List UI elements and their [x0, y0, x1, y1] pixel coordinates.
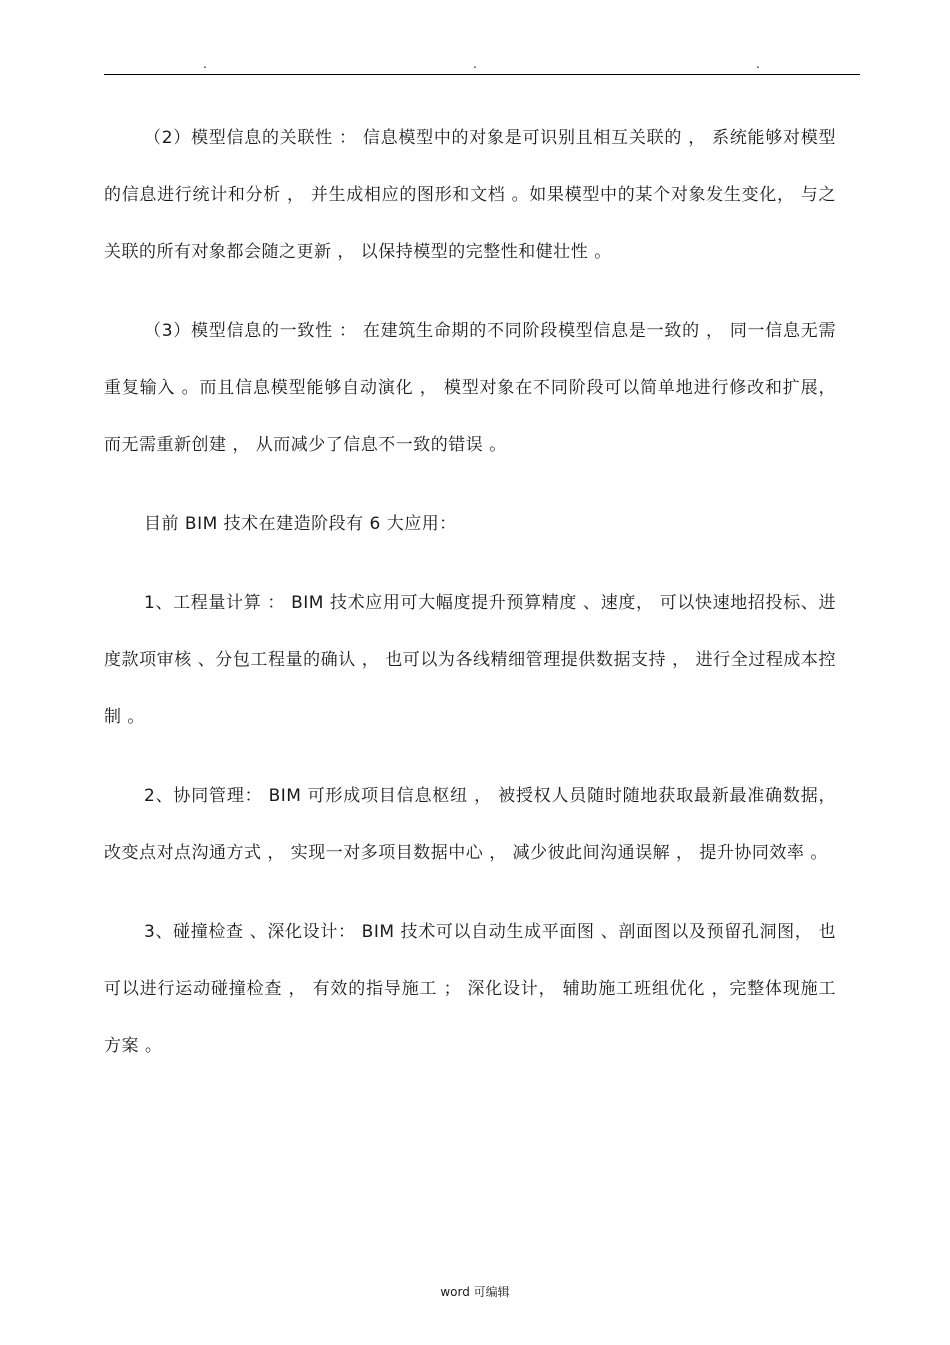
header-dot-left: . — [203, 57, 207, 71]
header-dot-right: . — [756, 57, 760, 71]
paragraph-model-relevance: （2）模型信息的关联性 ： 信息模型中的对象是可识别且相互关联的 ， 系统能够对模型的信息进行统计和分析 ， 并生成相应的图形和文档 。如果模型中的某个对象发生变化， 与之关联的所有对象都会随之更新 ， 以保持模型的完整性和健壮性 。 — [104, 128, 836, 262]
paragraph-collaborative-management: 2、协同管理： BIM 可形成项目信息枢纽 ， 被授权人员随时随地获取最新最准确数据， 改变点对点沟通方式 ， 实现一对多项目数据中心 ， 减少彼此间沟通误解 ， 提升协同效率 。 — [104, 786, 836, 863]
paragraph-clash-detection: 3、碰撞检查 、深化设计： BIM 技术可以自动生成平面图 、剖面图以及预留孔洞图， 也可以进行运动碰撞检查 ， 有效的指导施工 ； 深化设计， 辅助施工班组优化 ，完整体现施工方案 。 — [104, 922, 836, 1056]
document-body — [104, 110, 836, 1097]
paragraph-bim-applications-intro: 目前 BIM 技术在建造阶段有 6 大应用： — [144, 514, 457, 534]
header-divider — [104, 74, 860, 75]
paragraph-quantity-calculation: 1、工程量计算 ： BIM 技术应用可大幅度提升预算精度 、速度， 可以快速地招投标、进度款项审核 、分包工程量的确认 ， 也可以为各线精细管理提供数据支持 ， 进行全过程成本控制 。 — [104, 593, 836, 727]
page-header — [0, 58, 950, 72]
paragraph-model-consistency: （3）模型信息的一致性 ： 在建筑生命期的不同阶段模型信息是一致的 ， 同一信息无需重复输入 。而且信息模型能够自动演化 ， 模型对象在不同阶段可以简单地进行修改和扩展， 而无需重新创建 ， 从而减少了信息不一致的错误 。 — [104, 321, 836, 455]
header-dot-center: . — [473, 57, 477, 71]
page-footer: word 可编辑 — [440, 1285, 510, 1299]
